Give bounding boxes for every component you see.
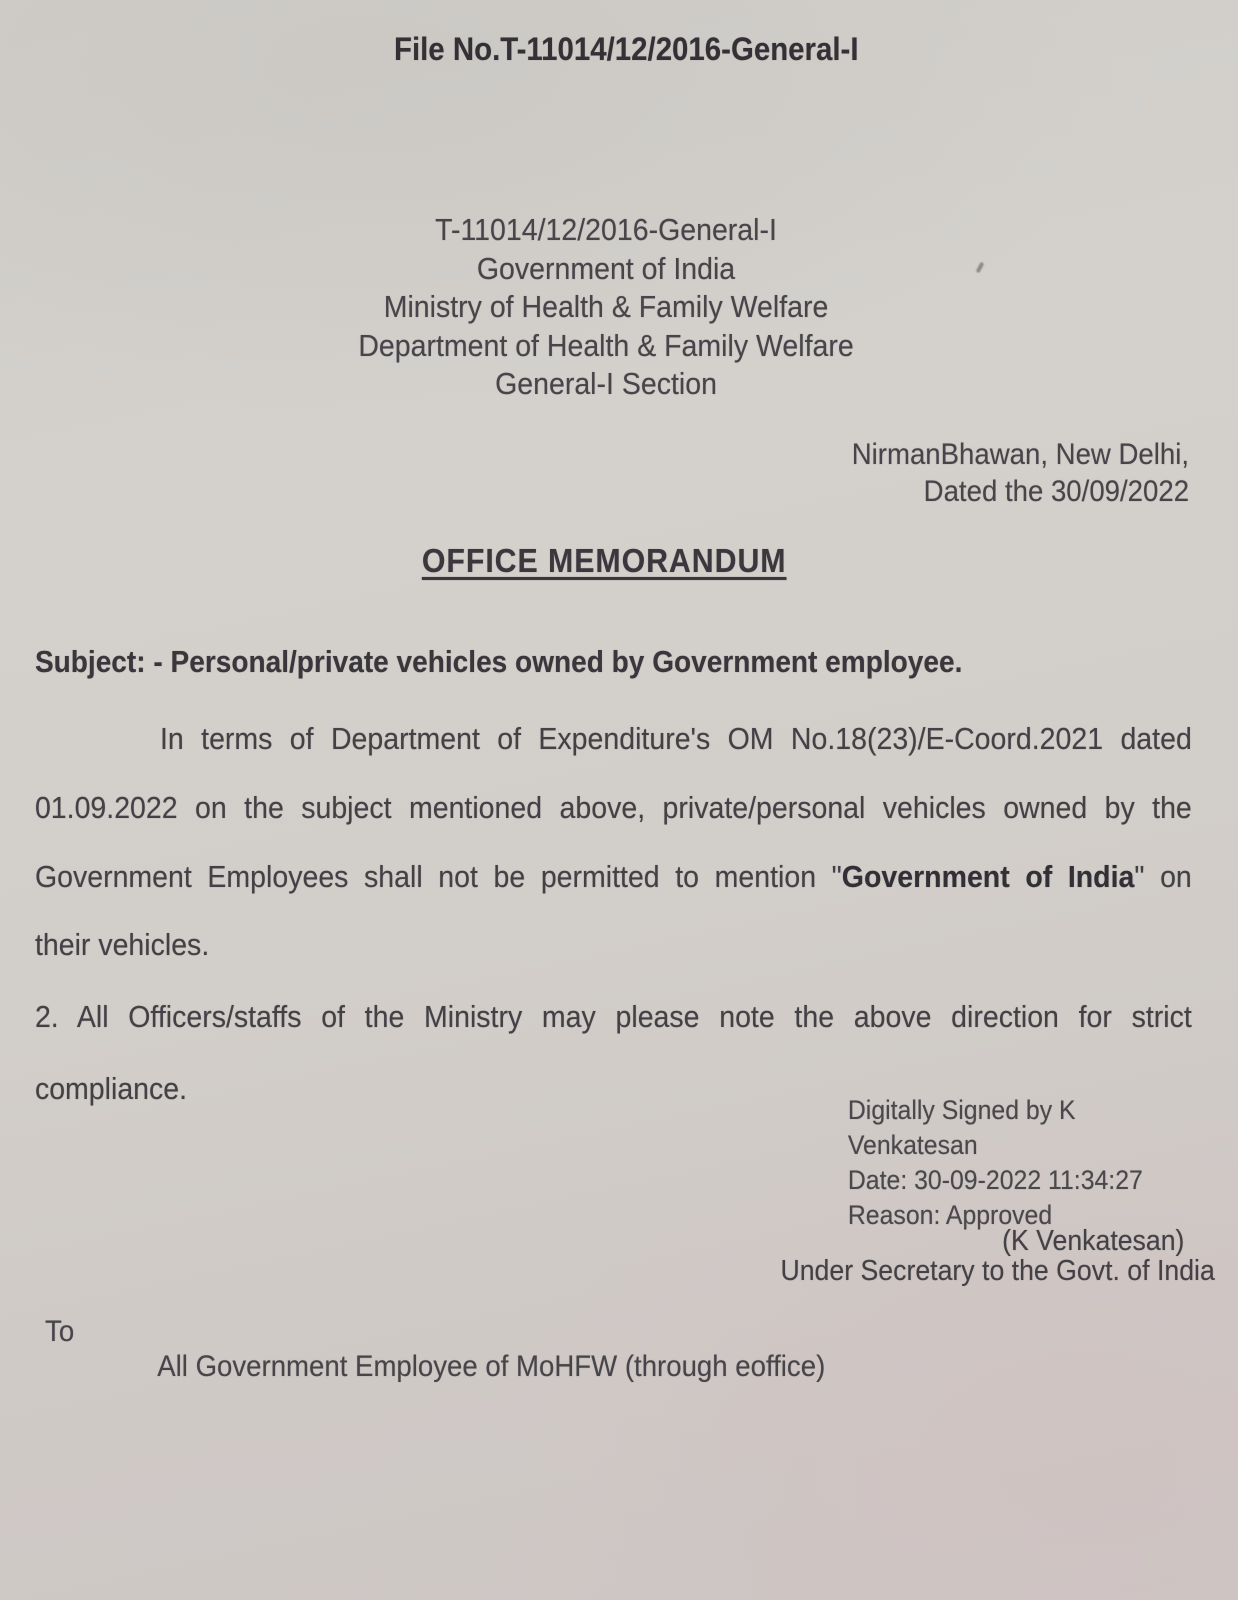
- file-number-header: File No.T-11014/12/2016-General-I: [393, 31, 859, 67]
- letterhead-reference: T-11014/12/2016-General-I: [435, 212, 777, 247]
- letterhead-government: Government of India: [476, 250, 736, 286]
- para1-line1: In terms of Department of Expenditure's OM No.18(23)/E-Coord.2021 dated: [160, 721, 1192, 756]
- letterhead-department: Department of Health & Family Welfare: [358, 327, 854, 363]
- para1-line3: [35, 861, 1192, 892]
- dateline-date: Dated the 30/09/2022: [923, 475, 1190, 508]
- memo-heading: [0, 542, 1223, 580]
- signature-signer: Venkatesan: [847, 1130, 978, 1160]
- letterhead-section: General-I Section: [495, 366, 717, 401]
- signature-date: Date: 30-09-2022 11:34:27: [847, 1165, 1143, 1195]
- para1-line4: their vehicles.: [34, 927, 210, 962]
- para1-line2: 01.09.2022 on the subject mentioned above, private/personal vehicles owned by the: [34, 790, 1192, 825]
- dateline: [0, 436, 1189, 510]
- memo-heading-text: OFFICE MEMORANDUM: [421, 542, 787, 579]
- para1-line3-bold: Government of India: [841, 859, 1135, 894]
- para2-line2: compliance.: [34, 1071, 188, 1106]
- letterhead: [0, 211, 1225, 404]
- signatory-designation: Under Secretary to the Govt. of India: [780, 1255, 1215, 1287]
- signatory-name: (K Venkatesan): [1002, 1225, 1185, 1257]
- dateline-place: NirmanBhawan, New Delhi,: [851, 438, 1190, 471]
- para1-line3-pre: Government Employees shall not be permitted to mention ": [34, 859, 842, 894]
- signature-reason: Reason: Approved: [847, 1200, 1053, 1230]
- letterhead-ministry: Ministry of Health & Family Welfare: [383, 289, 829, 324]
- signature-signed-by: Digitally Signed by K: [847, 1095, 1076, 1125]
- para2-line1: 2. All Officers/staffs of the Ministry may please note the above direction for strict: [34, 999, 1192, 1034]
- to-label: To: [45, 1315, 75, 1348]
- para1-line3-post: " on: [1134, 859, 1192, 894]
- recipient-line: All Government Employee of MoHFW (through eoffice): [157, 1350, 826, 1383]
- subject-line: Subject: - Personal/private vehicles owned by Government employee.: [34, 645, 963, 679]
- digital-signature-block: [848, 1093, 1143, 1233]
